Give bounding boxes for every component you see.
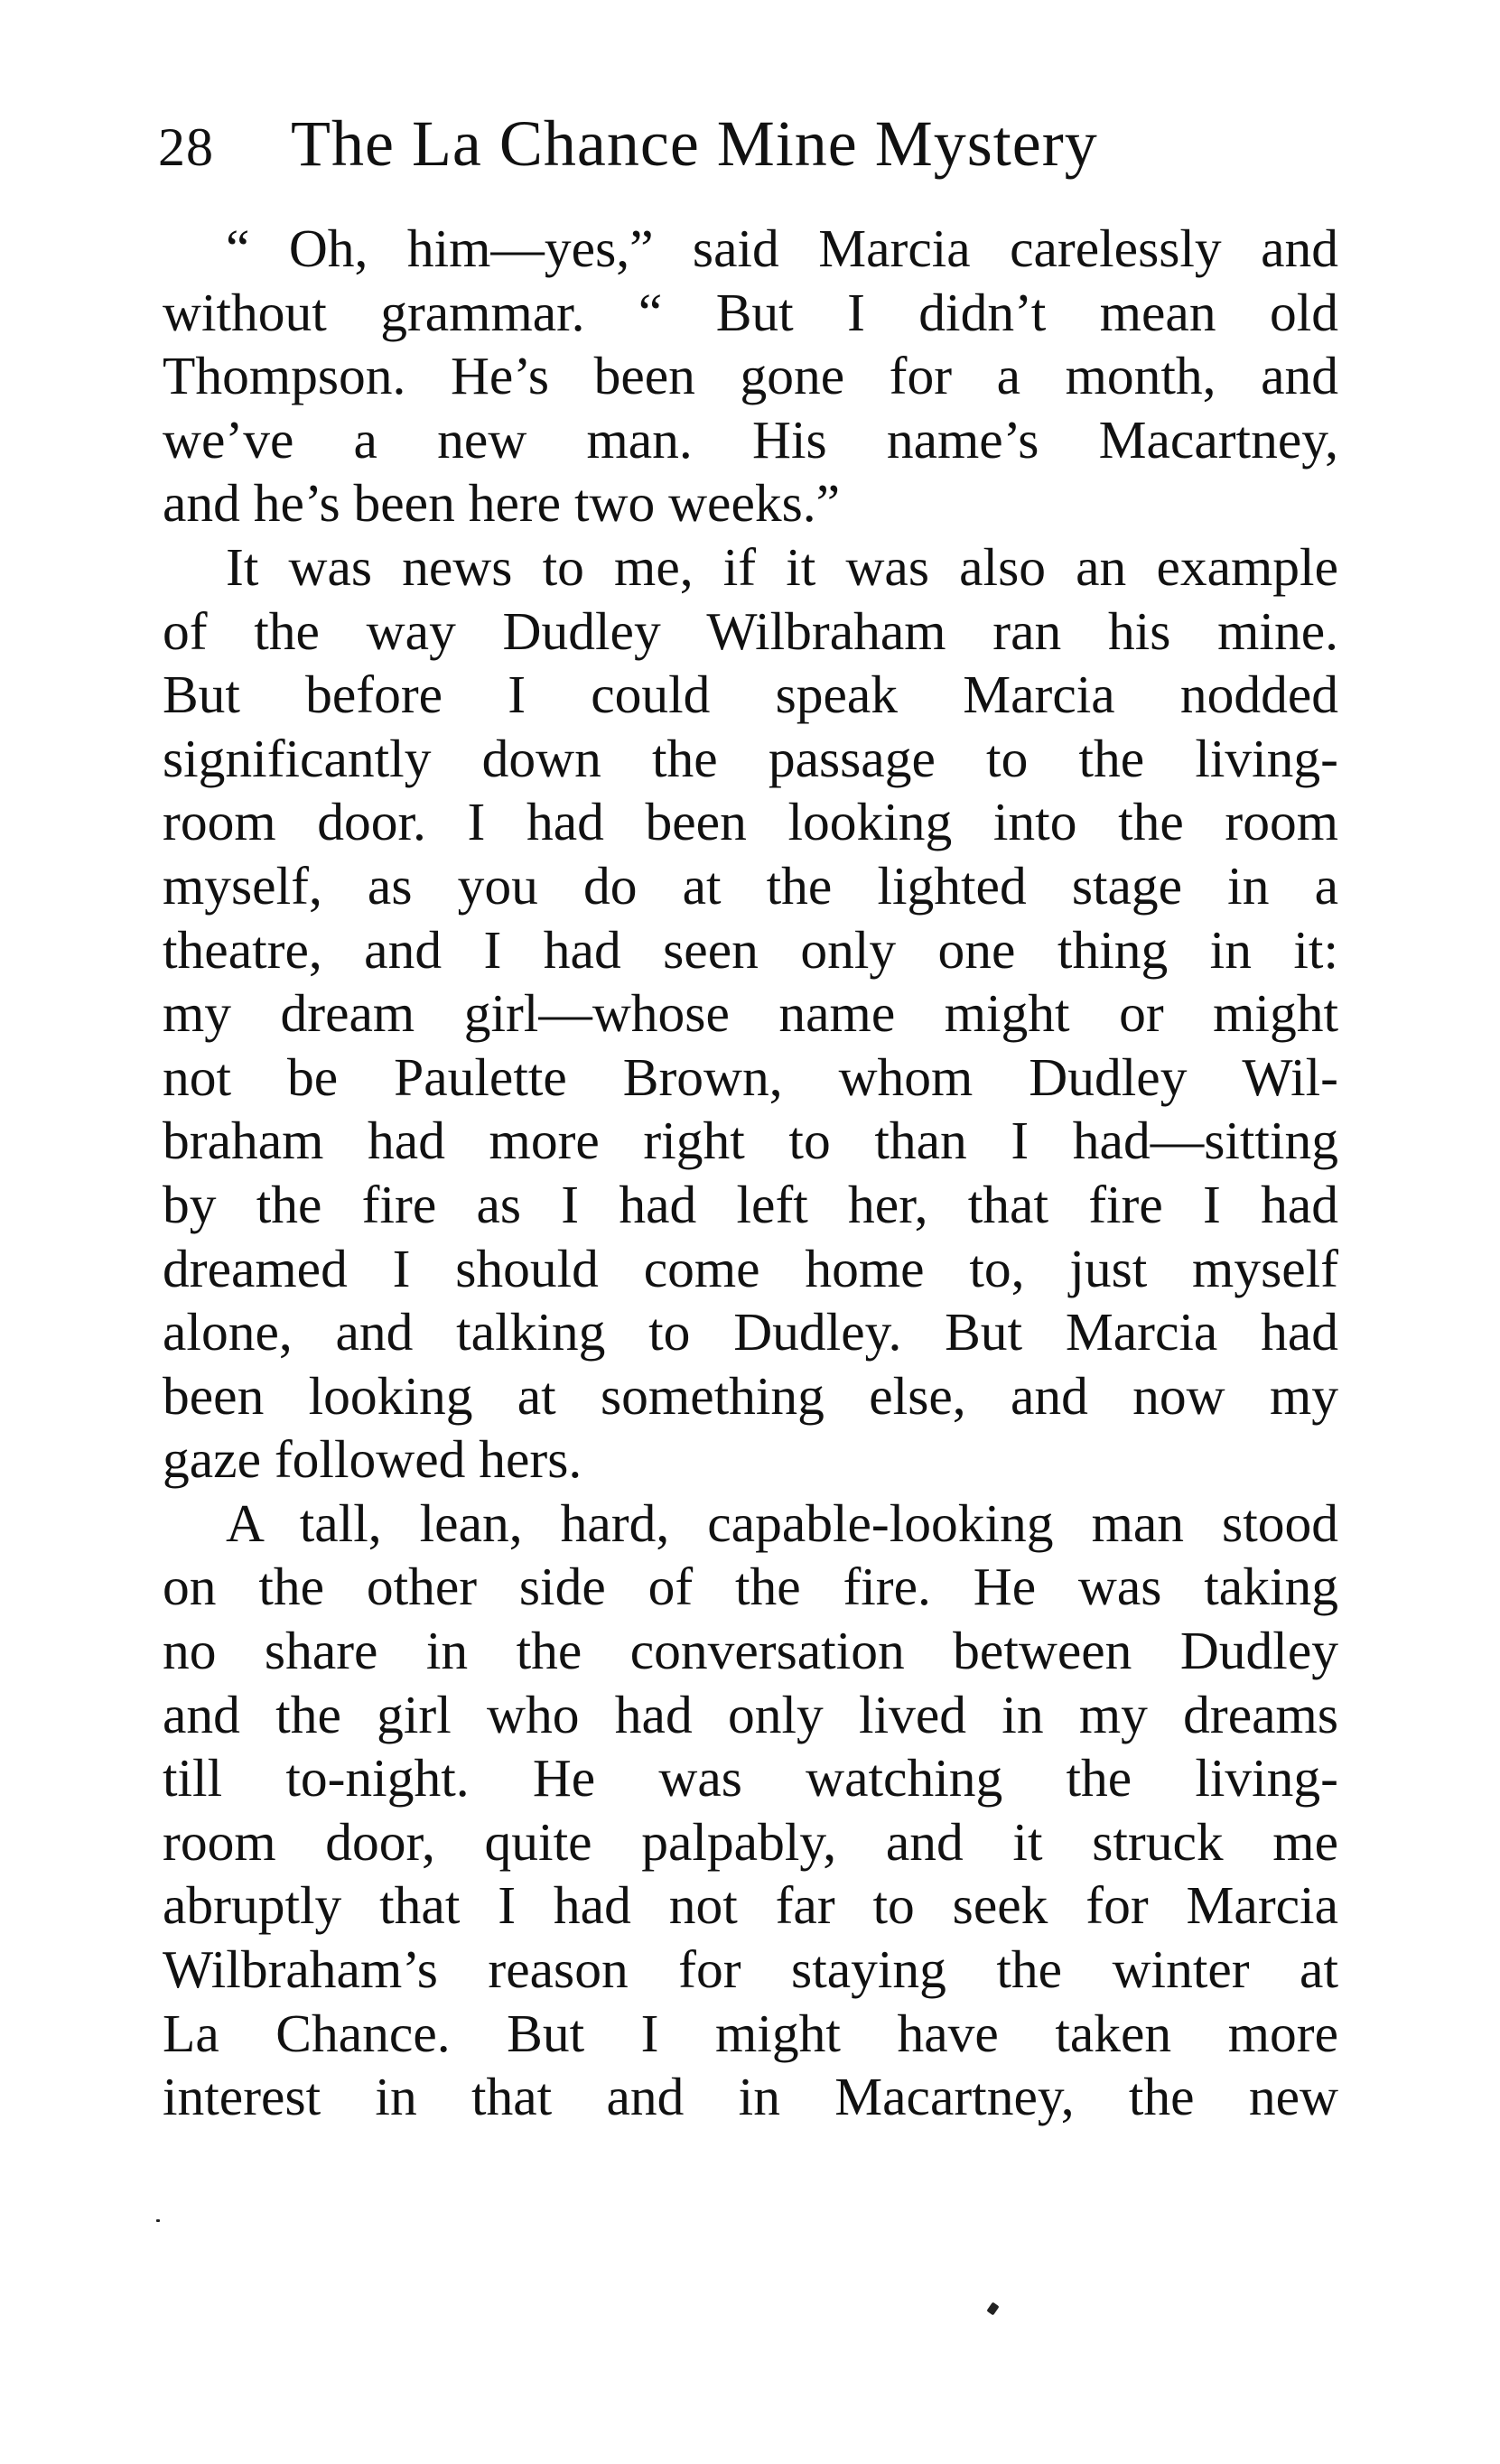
page-number: 28 [158, 117, 214, 177]
body-text [163, 217, 1338, 2129]
text-line: of the way Dudley Wilbraham ran his mine. [163, 600, 1338, 661]
text-line: not be Paulette Brown, whom Dudley Wil- [163, 1046, 1338, 1107]
text-line: significantly down the passage to the living- [163, 728, 1338, 788]
text-line: abruptly that I had not far to seek for Marcia [163, 1875, 1338, 1936]
paragraph [163, 535, 1338, 1492]
text-line: been looking at something else, and now my [163, 1365, 1338, 1426]
text-line: no share in the conversation between Dudley [163, 1621, 1338, 1681]
text-line: It was news to me, if it was also an example [226, 536, 1338, 597]
text-line: without grammar. “ But I didn’t mean old [163, 282, 1338, 342]
text-line: gaze followed hers. [163, 1429, 582, 1490]
text-line: and he’s been here two weeks.” [163, 473, 841, 534]
text-line: A tall, lean, hard, capable-looking man stood [226, 1492, 1338, 1553]
ink-speck [986, 2302, 999, 2316]
text-line: braham had more right to than I had—sitting [163, 1111, 1338, 1171]
running-head [158, 107, 1341, 188]
text-line: Thompson. He’s been gone for a month, and [163, 346, 1338, 406]
text-line: interest in that and in Macartney, the new [163, 2067, 1338, 2127]
text-line: we’ve a new man. His name’s Macartney, [163, 409, 1338, 470]
paragraph [163, 1492, 1338, 2129]
text-line: theatre, and I had seen only one thing in it: [163, 919, 1338, 980]
text-line: Wilbraham’s reason for staying the winter at [163, 1939, 1338, 2000]
text-line: on the other side of the fire. He was taking [163, 1557, 1338, 1617]
text-line: my dream girl—whose name might or might [163, 983, 1338, 1044]
text-line: But before I could speak Marcia nodded [163, 665, 1338, 725]
text-line: alone, and talking to Dudley. But Marcia had [163, 1302, 1338, 1362]
paragraph [163, 217, 1338, 535]
text-line: “ Oh, him—yes,” said Marcia carelessly and [226, 219, 1338, 278]
text-line: dreamed I should come home to, just myself [163, 1238, 1338, 1298]
text-line: till to-night. He was watching the living- [163, 1748, 1338, 1808]
text-line: and the girl who had only lived in my dreams [163, 1684, 1338, 1744]
text-line: La Chance. But I might have taken more [163, 2003, 1338, 2063]
text-line: by the fire as I had left her, that fire I had [163, 1174, 1338, 1234]
text-line: myself, as you do at the lighted stage in a [163, 855, 1338, 916]
text-line: room door. I had been looking into the room [163, 792, 1338, 852]
text-line: room door, quite palpably, and it struck me [163, 1811, 1338, 1872]
ink-speck [156, 2219, 160, 2222]
book-title: The La Chance Mine Mystery [291, 107, 1098, 180]
